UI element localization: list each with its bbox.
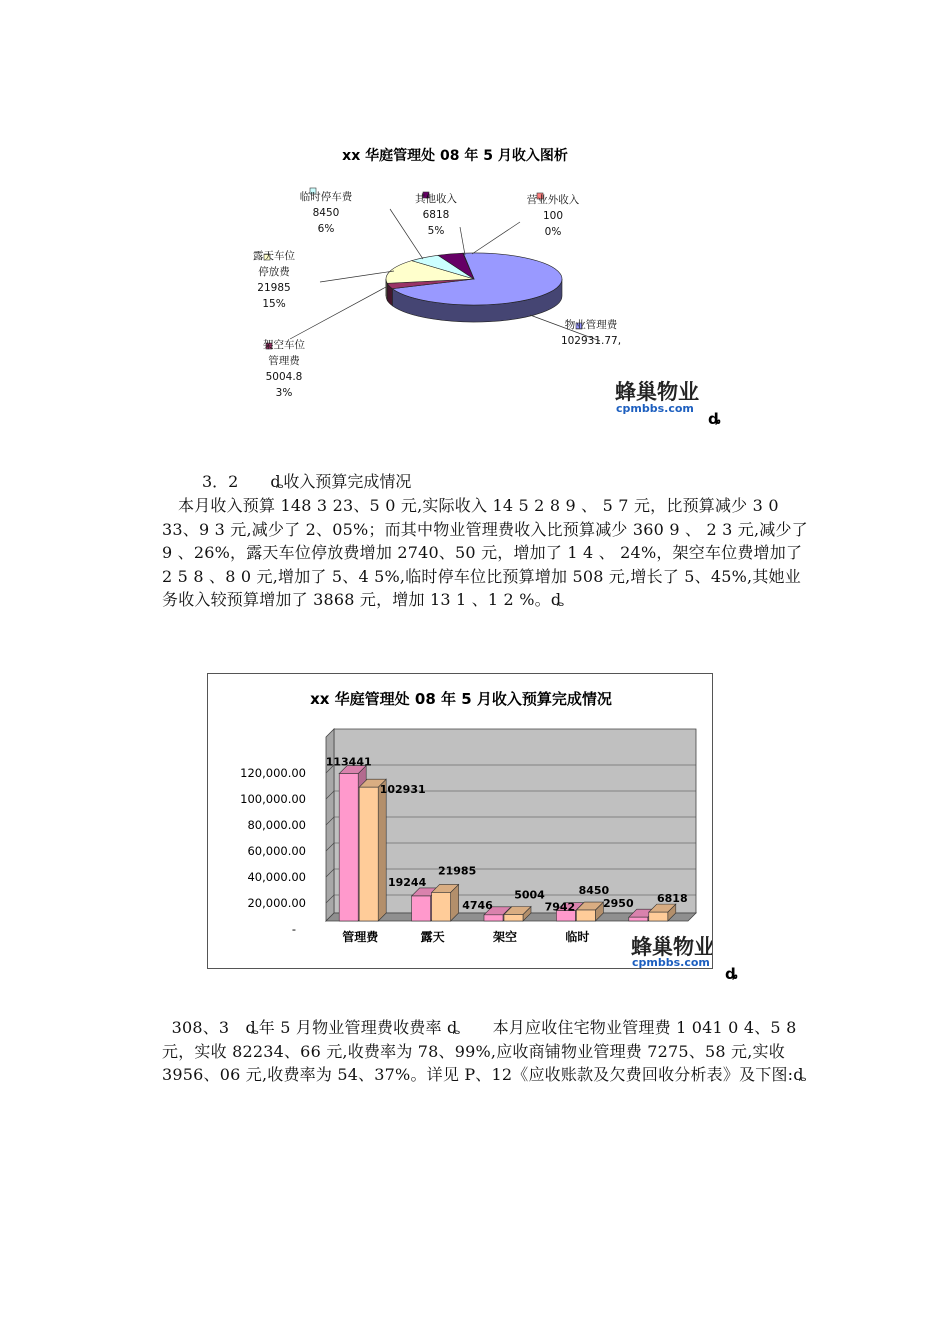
body-paragraph-fee-rate: 308、3 ȡ年 5 月物业管理费收费率 ȡ 本月应收住宅物业管理费 1 041 0 4、5 8 元，实收 82234、66 元,收费率为 78、99%,应收商铺物业管理费 7275、58 元,实收 3956、06 元,收费率为 54、37%。详见 P、12《应收账款及欠费回收分析表》及下图:ȡ	[162, 1018, 807, 1084]
pie-slice-label: 管理费	[268, 355, 300, 367]
pie-slice-label: 架空车位	[263, 339, 305, 351]
bar-value-label: 4746	[462, 898, 493, 912]
paragraph-mark: ȡ	[708, 410, 721, 428]
watermark-main-text: 蜂巢物业	[615, 380, 699, 404]
pie-slice-label: 6818	[422, 209, 450, 221]
pie-slice-label: 3%	[275, 387, 293, 399]
pie-chart	[210, 127, 705, 424]
bar-chart-title: xx 华庭管理处 08 年 5 月收入预算完成情况	[310, 690, 612, 708]
x-tick-label: 管理费	[342, 930, 379, 944]
pie-slice-label: 6%	[317, 223, 335, 235]
watermark-main-text: 蜂巢物业	[631, 935, 712, 959]
bar-value-label: 7942	[544, 900, 576, 914]
y-tick-label: 100,000.00	[240, 792, 306, 806]
bar	[629, 917, 648, 921]
pie-chart-body	[386, 253, 562, 322]
leader-line	[320, 271, 394, 282]
bar-value-label: 21985	[437, 864, 477, 878]
bar	[504, 914, 523, 921]
y-tick-label: 40,000.00	[247, 870, 306, 884]
y-tick-label: 20,000.00	[247, 896, 306, 910]
bar	[484, 915, 503, 921]
pie-slice-label: 5004.8	[265, 371, 303, 383]
pie-slice-label: 物业管理费	[564, 319, 618, 331]
pie-slice-label: 8450	[312, 207, 340, 219]
bar	[432, 892, 451, 921]
bar-value-label: 8450	[578, 884, 610, 898]
bar	[359, 787, 378, 921]
body-paragraph-budget: 本月收入预算 148 3 23、5 0 元,实际收入 14 5 2 8 9 、 5 7 元，比预算减少 3 0 33、9 3 元,减少了 2、05%；而其中物业管理费收入比预算减少 360 9 、 2 3 元,减少了 9 、26%，露天车位停放费增加 2740、50 元，增加了 1 4 、 24%，架空车位费增加了 2 5 8 、8 0 元,增加了 5、4 5%,临时停车位比预算增加 508 元,增长了 5、45%,其她业务收入较预算增加了 3868 元，增加 13 1 、1 2 %。ȡ	[162, 496, 808, 609]
pie-slice-label: 15%	[262, 298, 286, 310]
pie-slice-label: 100	[542, 210, 564, 222]
watermark-logo	[631, 935, 712, 968]
pie-slice-label: 营业外收入	[526, 194, 580, 206]
pie-slice-label: 5%	[427, 225, 445, 237]
pie-chart-title: xx 华庭管理处 08 年 5 月收入图析	[342, 148, 568, 164]
y-tick-label: 80,000.00	[247, 818, 306, 832]
x-tick-label: 露天	[420, 930, 445, 944]
paragraph-mark: ȡ	[725, 965, 738, 983]
pie-slice-label: 0%	[544, 226, 562, 238]
bar-value-label: 2950	[602, 897, 634, 911]
x-tick-label: 临时	[565, 930, 590, 944]
bar-value-label: 5004	[514, 888, 545, 902]
bar	[649, 912, 668, 921]
pie-chart-figure	[210, 127, 705, 424]
bar-chart-x-axis	[342, 929, 589, 944]
leader-line	[472, 222, 520, 254]
bar	[339, 774, 358, 921]
bar	[576, 910, 595, 921]
pie-slice-label: 临时停车费	[299, 191, 353, 203]
y-tick-label: -	[291, 922, 296, 936]
pie-slice-label: 102931.77,	[560, 335, 622, 347]
x-tick-label: 架空	[492, 930, 518, 944]
bar	[412, 896, 431, 921]
bar-value-label: 19244	[387, 875, 427, 889]
bar-chart-y-axis	[240, 766, 306, 936]
y-tick-label: 120,000.00	[240, 766, 306, 780]
pie-slice-label: 露天车位	[253, 250, 295, 262]
bar-side	[378, 779, 386, 921]
bar-chart	[208, 674, 712, 968]
pie-slice-label: 21985	[257, 282, 291, 294]
leader-line	[290, 287, 386, 339]
y-tick-label: 60,000.00	[247, 844, 306, 858]
section-heading-3-2: 3．2 ȡ收入预算完成情况	[202, 472, 412, 491]
bar-value-label: 102931	[379, 783, 426, 797]
leader-line	[390, 209, 423, 259]
bar-value-label: 6818	[656, 892, 688, 906]
pie-slice-label: 其他收入	[415, 193, 457, 205]
leader-line	[460, 227, 465, 255]
watermark-logo	[615, 380, 699, 415]
pie-slice-label: 停放费	[258, 266, 290, 278]
bar-chart-figure	[207, 673, 713, 969]
bar-value-label: 113441	[325, 755, 372, 769]
watermark-sub-text: cpmbbs.com	[616, 402, 694, 415]
watermark-sub-text: cpmbbs.com	[632, 956, 710, 968]
